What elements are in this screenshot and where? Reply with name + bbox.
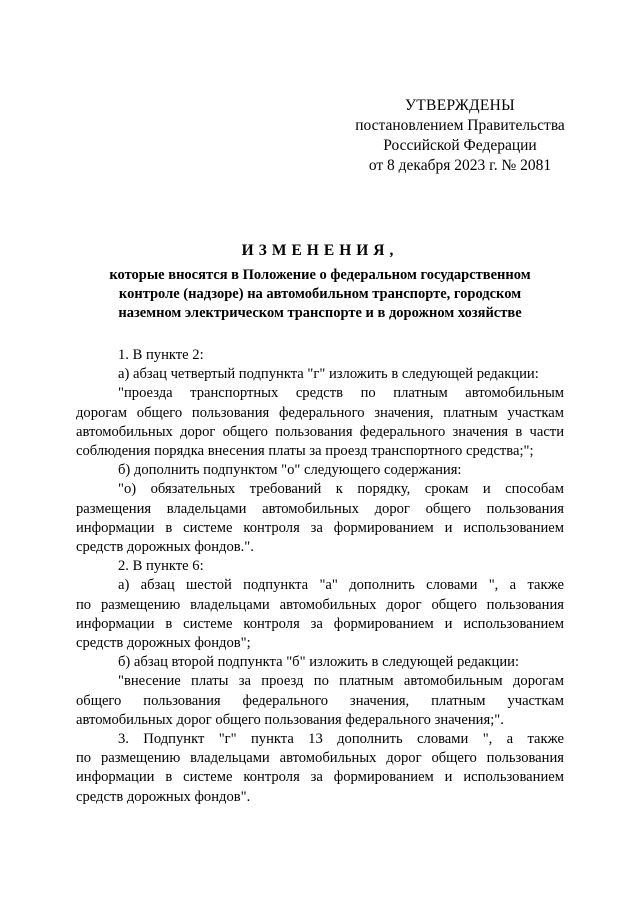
body-line: 2. В пункте 6: (118, 558, 204, 575)
body-line: а) абзац шестой подпункта "а" дополнить словами ", а также (118, 577, 564, 594)
body-line: размещения владельцами автомобильных дорог общего пользования (76, 500, 564, 517)
document-title: ИЗМЕНЕНИЯ, (241, 242, 399, 259)
body-line: "о) обязательных требований к порядку, срокам и способам (118, 481, 564, 498)
body-line: информации в системе контроля за формированием и использованием (76, 615, 564, 632)
document-subtitle (70, 266, 570, 323)
body-line: б) дополнить подпунктом "о" следующего содержания: (118, 462, 462, 479)
approval-stamp (340, 96, 580, 176)
body-line: 3. Подпункт "г" пункта 13 дополнить словами ", а также (118, 731, 564, 748)
body-line: дорогам общего пользования федерального значения, платным участкам (76, 404, 564, 421)
body-line: автомобильных дорог общего пользования федерального значения;". (76, 711, 504, 728)
body-line: информации в системе контроля за формированием и использованием (76, 519, 564, 536)
body-line: информации в системе контроля за формированием и использованием (76, 769, 564, 786)
subtitle-line: контроле (надзоре) на автомобильном транспорте, городском (118, 286, 522, 302)
body-line: б) абзац второй подпункта "б" изложить в следующей редакции: (118, 654, 519, 671)
body-line: средств дорожных фондов.". (76, 539, 254, 556)
subtitle-line: которые вносятся в Положение о федеральном государственном (109, 267, 531, 283)
body-line: а) абзац четвертый подпункта "г" изложить в следующей редакции: (118, 366, 539, 383)
body-line: "внесение платы за проезд по платным автомобильным дорогам (118, 673, 564, 690)
approval-line-2: Российской Федерации (383, 137, 537, 154)
body-line: по размещению владельцами автомобильных дорог общего пользования (76, 750, 564, 767)
body-line: 1. В пункте 2: (118, 347, 204, 363)
approval-line-1: постановлением Правительства (355, 117, 565, 134)
body-line: соблюдения порядка внесения платы за проезд транспортного средства;"; (76, 443, 534, 460)
approval-heading: УТВЕРЖДЕНЫ (405, 97, 515, 114)
body-line: автомобильных дорог общего пользования федерального значения в части (76, 423, 564, 440)
body-line: по размещению владельцами автомобильных дорог общего пользования (76, 596, 564, 613)
body-line: "проезда транспортных средств по платным автомобильным (118, 385, 564, 402)
body-line: средств дорожных фондов"; (76, 635, 251, 652)
subtitle-line: наземном электрическом транспорте и в дорожном хозяйстве (118, 305, 522, 321)
body-line: средств дорожных фондов". (76, 788, 251, 805)
approval-line-3: от 8 декабря 2023 г. № 2081 (368, 157, 552, 174)
document-body (76, 346, 564, 807)
body-line: общего пользования федерального значения, платным участкам (76, 692, 564, 709)
